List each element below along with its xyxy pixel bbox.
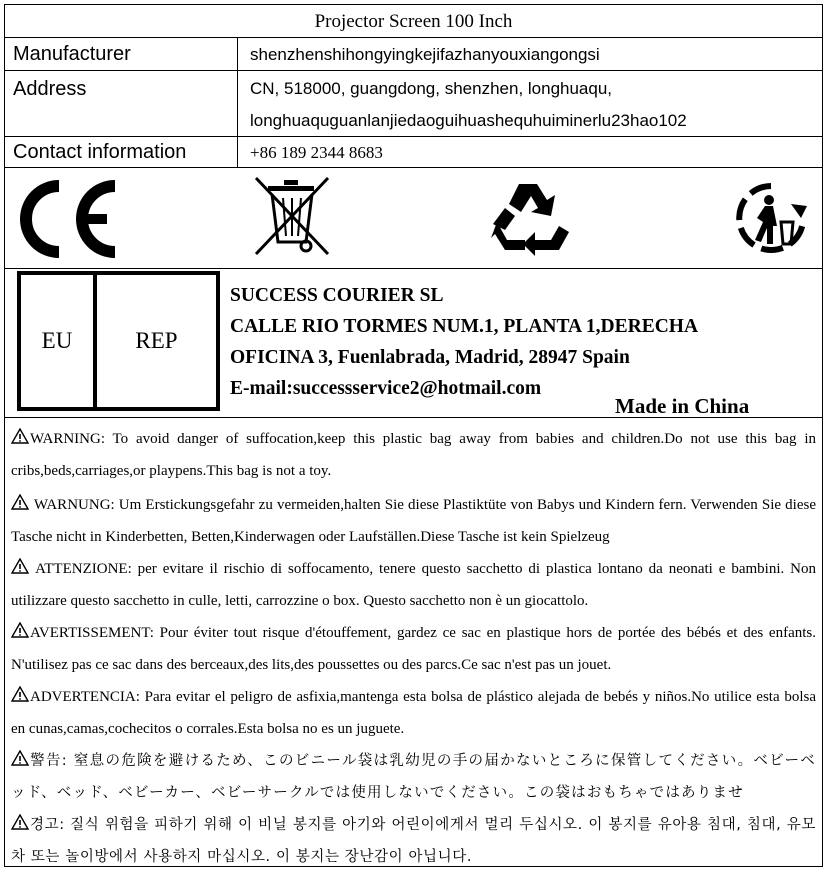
address-row xyxy=(5,71,822,137)
warning-text: ATTENZIONE: per evitare il rischio di soffocamento, tenere questo sacchetto di plastica lontano da neonati e bambini. Non utilizzare questo sacchetto in culle, letti, carrozzine o box. Questo sacchetto non è un giocattolo. xyxy=(11,561,816,609)
made-in-label: Made in China xyxy=(615,394,750,418)
manufacturer-value: shenzhenshihongyingkejifazhanyouxiangongsi xyxy=(250,45,600,64)
contact-value: +86 189 2344 8683 xyxy=(250,143,383,162)
compliance-logos xyxy=(5,168,822,269)
eu-rep-label-rep: REP xyxy=(135,328,178,353)
warning-text: 警告: 窒息の危険を避けるため、このビニール袋は乳幼児の手の届かないところに保管してください。ベビーベッド、ベッド、ベビーカー、ベビーサークルでは使用しないでください。この袋はおもちゃではありませ xyxy=(11,753,816,801)
contact-row xyxy=(5,137,822,168)
weee-crossed-bin-icon xyxy=(248,174,332,258)
warning-text: ADVERTENCIA: Para evitar el peligro de asfixia,mantenga esta bolsa de plástico alejada de bebés y niños.No utilice esta bolsa en cunas,camas,cochecitos o corrales.Esta bolsa no es un juguete. xyxy=(11,689,816,737)
warning-triangle-icon xyxy=(11,558,29,574)
warning-triangle-icon xyxy=(11,750,29,766)
recycle-icon xyxy=(491,178,573,256)
warning-en xyxy=(11,423,816,487)
eu-rep-line-email: E-mail:successservice2@hotmail.com xyxy=(230,378,542,399)
eu-rep-label-eu: EU xyxy=(41,328,73,353)
tidyman-recycle-icon xyxy=(735,182,809,254)
label-sheet xyxy=(4,4,823,867)
warning-triangle-icon xyxy=(11,686,29,702)
manufacturer-label: Manufacturer xyxy=(5,38,238,70)
warning-ko xyxy=(11,809,816,873)
address-label: Address xyxy=(5,71,238,136)
ce-mark-icon xyxy=(11,180,121,258)
product-title: Projector Screen 100 Inch xyxy=(5,5,822,38)
eu-rep-address xyxy=(230,280,698,404)
warning-triangle-icon xyxy=(11,622,29,638)
warning-triangle-icon xyxy=(11,428,29,444)
contact-label: Contact information xyxy=(5,137,238,167)
warning-text: 경고: 질식 위험을 피하기 위해 이 비닐 봉지를 아기와 어린이에게서 멀리 두십시오. 이 봉지를 유아용 침대, 침대, 유모차 또는 놀이방에서 사용하지 마십시오. 이 봉지는 장난감이 아닙니다. xyxy=(11,817,816,865)
warning-triangle-icon xyxy=(11,814,29,830)
warning-text: WARNUNG: Um Erstickungsgefahr zu vermeiden,halten Sie diese Plastiktüte von Babys und Kindern fern. Verwenden Sie diese Tasche nicht in Kinderbetten, Betten,Kinderwagen oder Laufställen.Diese Tasche ist kein Spielzeug xyxy=(11,497,816,545)
warning-text: WARNING: To avoid danger of suffocation,keep this plastic bag away from babies and children.Do not use this bag in cribs,beds,carriages,or playpens.This bag is not a toy. xyxy=(11,431,816,479)
warning-triangle-icon xyxy=(11,494,29,510)
manufacturer-row xyxy=(5,38,822,71)
address-line-1: CN, 518000, guangdong, shenzhen, longhuaqu, xyxy=(250,79,613,98)
section-divider xyxy=(5,417,822,418)
warning-es xyxy=(11,681,816,745)
warning-it xyxy=(11,553,816,617)
eu-rep-line-street: CALLE RIO TORMES NUM.1, PLANTA 1,DERECHA xyxy=(230,316,699,337)
address-value xyxy=(250,71,818,137)
address-line-2: longhuaquguanlanjiedaoguihuashequhuiminerlu23hao102 xyxy=(250,111,687,130)
warning-ja xyxy=(11,745,816,807)
warning-fr xyxy=(11,617,816,681)
eu-rep-box xyxy=(17,271,220,411)
warning-de xyxy=(11,489,816,553)
warning-text: AVERTISSEMENT: Pour éviter tout risque d'étouffement, gardez ce sac en plastique hors de portée des bébés et des enfants. N'utilisez pas ce sac dans des berceaux,des lits,des poussettes ou des parcs.Ce sac n'est pas un jouet. xyxy=(11,625,816,673)
eu-rep-line-company: SUCCESS COURIER SL xyxy=(230,285,444,306)
eu-rep-line-city: OFICINA 3, Fuenlabrada, Madrid, 28947 Spain xyxy=(230,347,630,368)
